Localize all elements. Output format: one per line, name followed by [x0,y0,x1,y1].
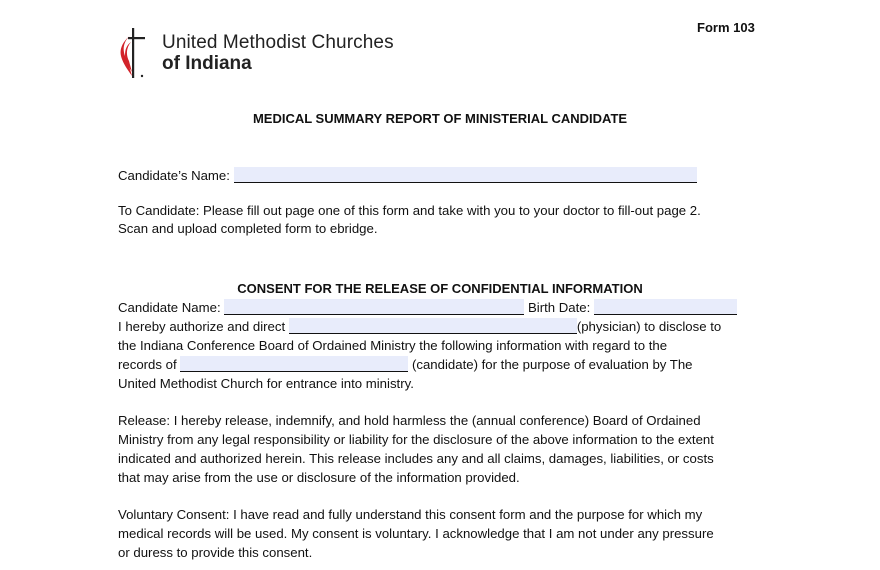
candidate-name-row [118,167,697,185]
records-prefix: records of [118,357,177,372]
org-name-line1: United Methodist Churches [162,32,394,53]
physician-field[interactable] [289,318,577,334]
form-number: Form 103 [697,20,755,35]
org-name-line2: of Indiana [162,53,252,74]
records-row [118,356,693,374]
candidate-name-field[interactable] [234,167,697,183]
consent-line-3: the Indiana Conference Board of Ordained Ministry the following information with regard to the [118,338,668,353]
cross-and-flame-icon [118,28,148,80]
consent-section-title: CONSENT FOR THE RELEASE OF CONFIDENTIAL INFORMATION [237,281,643,296]
release-line-1: Release: I hereby release, indemnify, and hold harmless the (annual conference) Board of Ordained [118,413,701,428]
consent-candidate-name-field[interactable] [224,299,524,315]
authorize-row [118,318,721,336]
authorize-prefix: I hereby authorize and direct [118,319,286,334]
page-title: MEDICAL SUMMARY REPORT OF MINISTERIAL CANDIDATE [252,111,628,126]
authorize-suffix: (physician) to disclose to [576,319,722,334]
voluntary-line-1: Voluntary Consent: I have read and fully understand this consent form and the purpose for which my [118,507,703,522]
release-line-2: Ministry from any legal responsibility or liability for the disclosure of the above information to the extent [118,432,714,447]
birth-date-label: Birth Date: [527,300,591,315]
records-suffix: (candidate) for the purpose of evaluation by The [411,357,693,372]
consent-line-5: United Methodist Church for entrance into ministry. [118,376,414,391]
instructions-line-2: Scan and upload completed form to ebridge. [118,221,378,236]
voluntary-line-2: medical records will be used. My consent is voluntary. I acknowledge that I am not under any pressure [118,526,714,541]
org-logo [118,28,394,80]
candidate-name-label: Candidate’s Name: [118,168,230,183]
voluntary-line-3: or duress to provide this consent. [118,545,313,560]
candidate-records-field[interactable] [180,356,408,372]
consent-name-row [118,299,737,317]
release-line-3: indicated and authorized herein. This release includes any and all claims, damages, liabilities, or costs [118,451,714,466]
release-line-4: that may arise from the use or disclosure of the information provided. [118,470,520,485]
consent-candidate-name-label: Candidate Name: [118,300,221,315]
instructions-line-1: To Candidate: Please fill out page one of this form and take with you to your doctor to fill-out page 2. [118,203,701,218]
birth-date-field[interactable] [594,299,737,315]
